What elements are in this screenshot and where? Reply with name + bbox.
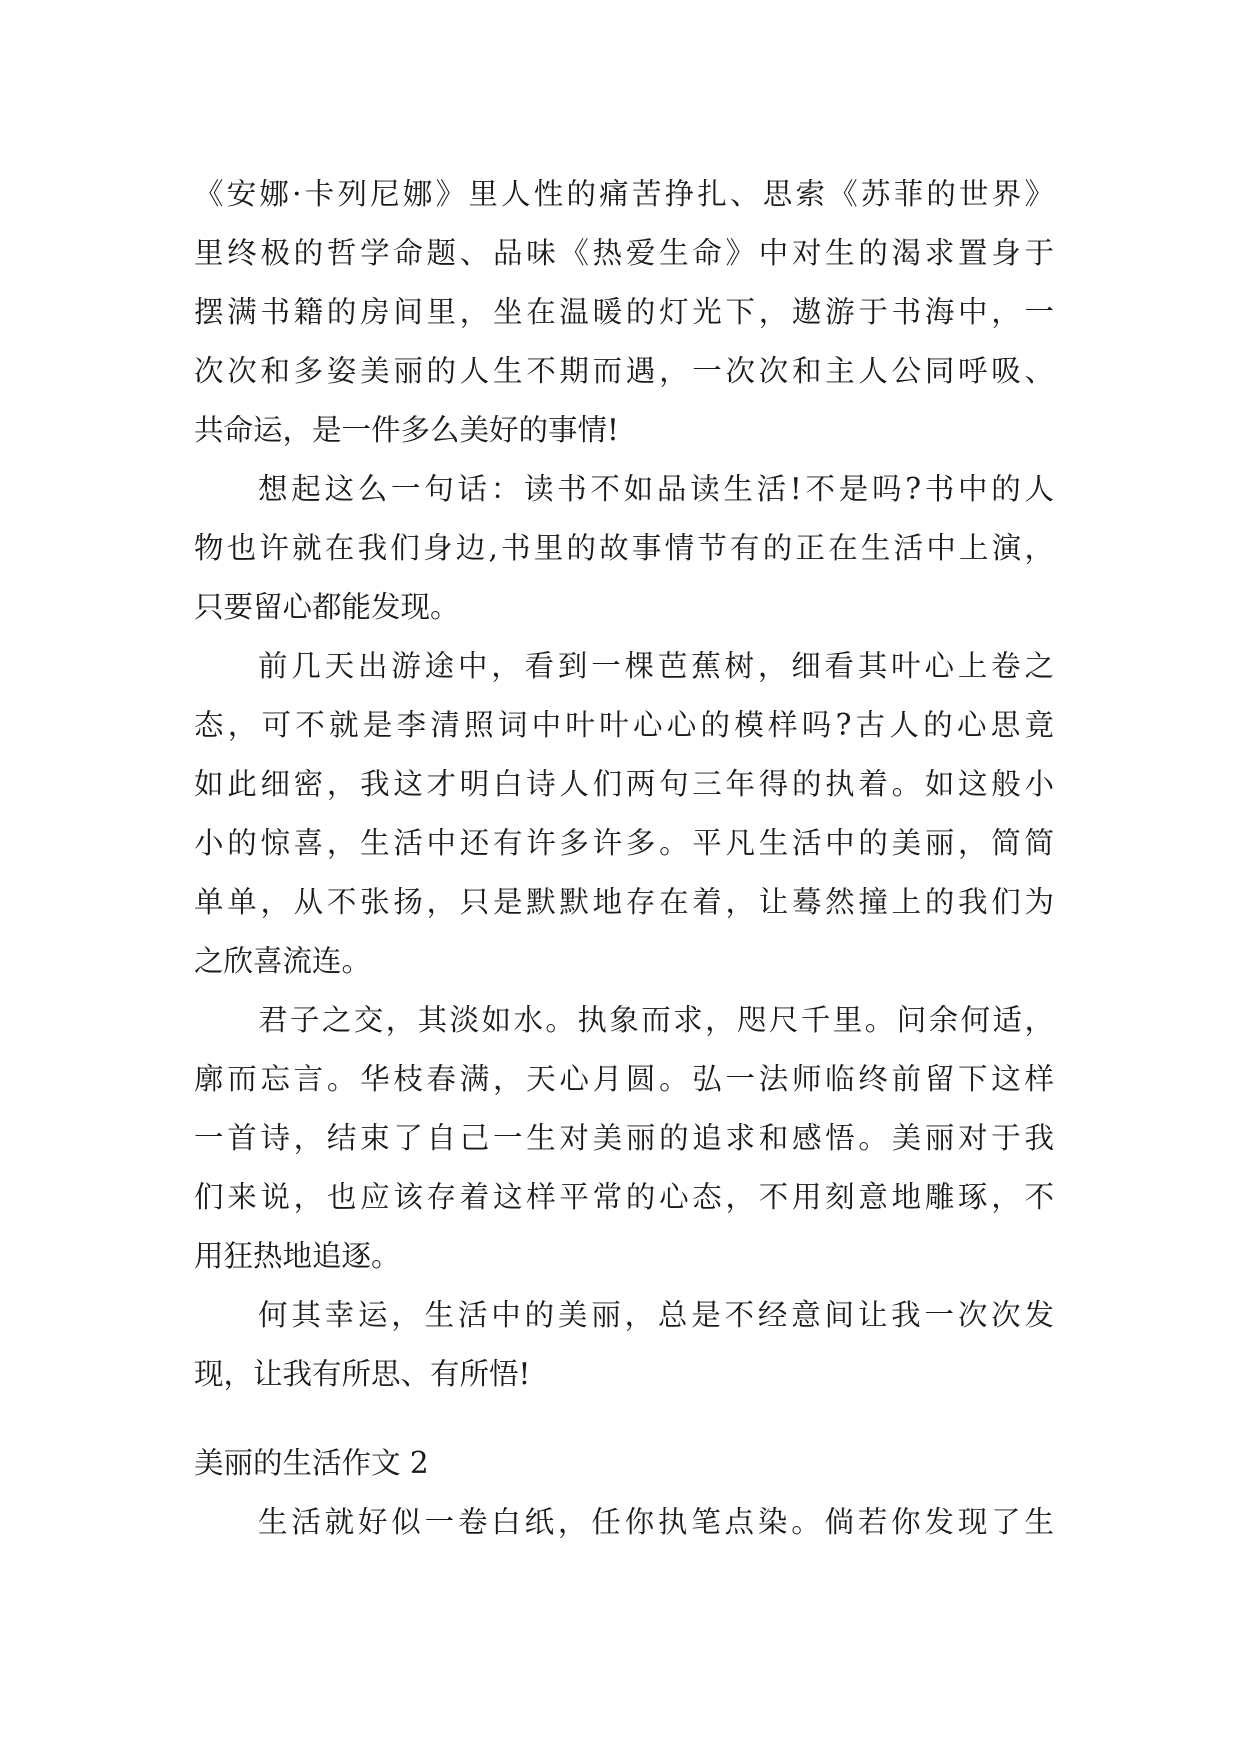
paragraph-line: 物也许就在我们身边,书里的故事情节有的正在生活中上演，	[194, 531, 1054, 565]
paragraph-line: 前几天出游途中，看到一棵芭蕉树，细看其叶心上卷之	[258, 649, 1054, 683]
paragraph-3	[194, 637, 1054, 991]
paragraph-line: 如此细密，我这才明白诗人们两句三年得的执着。如这般小	[194, 767, 1054, 801]
paragraph-line: 态，可不就是李清照词中叶叶心心的模样吗?古人的心思竟	[194, 708, 1054, 742]
paragraph-line: 一首诗，结束了自己一生对美丽的追求和感悟。美丽对于我	[194, 1121, 1054, 1155]
paragraph-line: 单单，从不张扬，只是默默地存在着，让蓦然撞上的我们为	[194, 885, 1054, 919]
paragraph-line: 现，让我有所思、有所悟!	[194, 1357, 531, 1391]
paragraph-1	[194, 165, 1054, 460]
paragraph-line: 之欣喜流连。	[194, 944, 372, 978]
paragraph-line: 只要留心都能发现。	[194, 590, 460, 624]
section-title: 美丽的生活作文 2	[194, 1446, 429, 1480]
section-paragraph	[194, 1493, 1054, 1552]
paragraph-line: 《安娜·卡列尼娜》里人性的痛苦挣扎、思索《苏菲的世界》	[194, 177, 1054, 211]
paragraph-line: 摆满书籍的房间里，坐在温暖的灯光下，遨游于书海中，一	[194, 295, 1054, 329]
paragraph-line: 想起这么一句话：读书不如品读生活!不是吗?书中的人	[258, 472, 1054, 506]
paragraph-5	[194, 1286, 1054, 1404]
paragraph-line: 何其幸运，生活中的美丽，总是不经意间让我一次次发	[258, 1298, 1054, 1332]
paragraph-2	[194, 460, 1054, 637]
paragraph-line: 生活就好似一卷白纸，任你执笔点染。倘若你发现了生	[258, 1505, 1054, 1539]
paragraph-line: 廓而忘言。华枝春满，天心月圆。弘一法师临终前留下这样	[194, 1062, 1054, 1096]
paragraph-line: 用狂热地追逐。	[194, 1239, 401, 1273]
paragraph-line: 君子之交，其淡如水。执象而求，咫尺千里。问余何适，	[258, 1003, 1054, 1037]
paragraph-4	[194, 991, 1054, 1286]
paragraph-line: 们来说，也应该存着这样平常的心态，不用刻意地雕琢，不	[194, 1180, 1054, 1214]
paragraph-line: 共命运，是一件多么美好的事情!	[194, 413, 619, 447]
paragraph-line: 里终极的哲学命题、品味《热爱生命》中对生的渴求置身于	[194, 236, 1054, 270]
paragraph-line: 次次和多姿美丽的人生不期而遇，一次次和主人公同呼吸、	[194, 354, 1054, 388]
paragraph-line: 小的惊喜，生活中还有许多许多。平凡生活中的美丽，简简	[194, 826, 1054, 860]
